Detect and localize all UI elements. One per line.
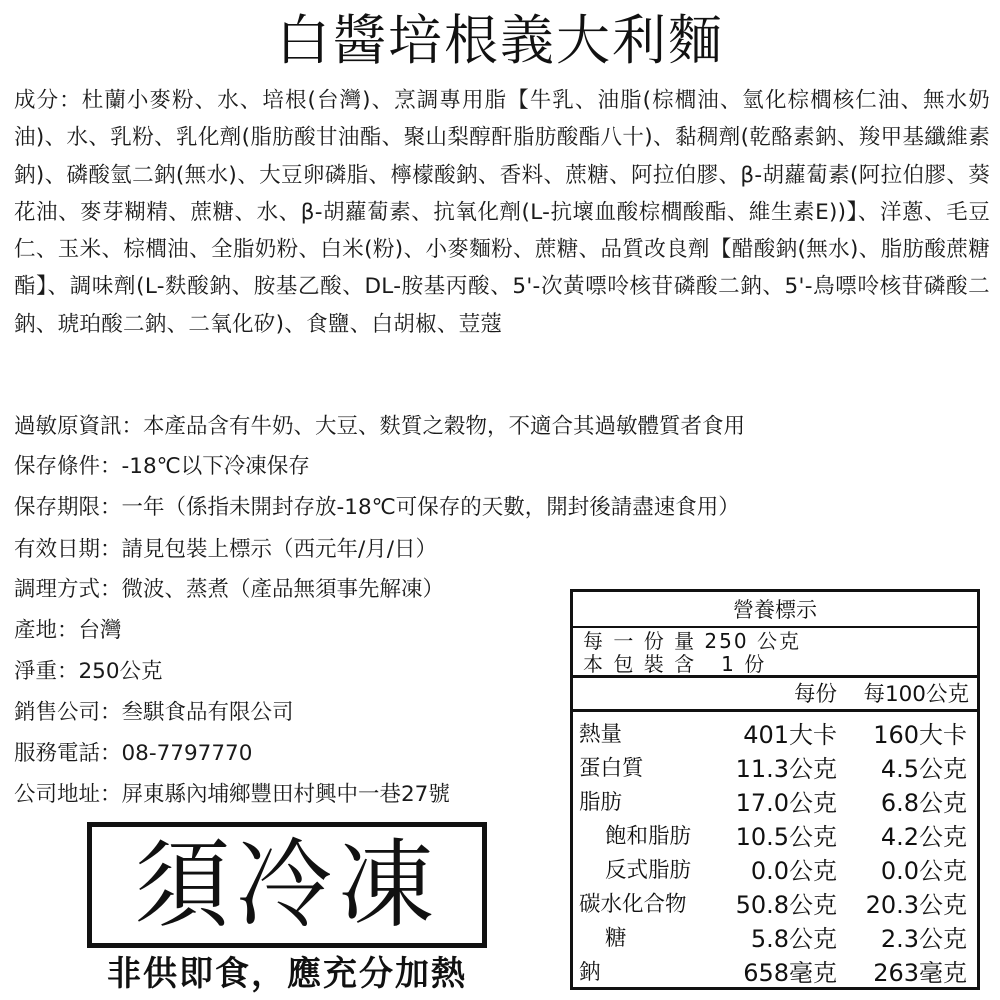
servings-per-pack: 本 包 裝 含 1 份: [583, 652, 767, 676]
service-phone: 服務電話：08-7797770: [14, 741, 253, 766]
nutrition-row-trans-fat: [573, 854, 977, 888]
seller-company: 銷售公司：叁騏食品有限公司: [14, 700, 294, 725]
per-serving-value: 10.5公克: [735, 823, 837, 851]
origin: 產地：台灣: [14, 618, 122, 643]
nutrition-column-headers: [573, 678, 977, 712]
net-weight: 淨重：250公克: [14, 659, 163, 684]
nutrient-label: 熱量: [579, 722, 623, 747]
nutrient-label: 脂肪: [579, 790, 623, 815]
nutrition-row-sodium: [573, 956, 977, 990]
per-serving-value: 401大卡: [743, 721, 837, 749]
nutrition-row-fat: [573, 786, 977, 820]
per-100g-value: 160大卡: [873, 721, 967, 749]
nutrition-row-sugar: [573, 922, 977, 956]
nutrition-row-carbohydrate: [573, 888, 977, 922]
nutrient-label: 糖: [605, 926, 627, 951]
storage-condition: 保存條件：-18℃以下冷凍保存: [14, 454, 310, 479]
expiry-date: 有效日期：請見包裝上標示（西元年/月/日）: [14, 537, 437, 562]
heating-warning: 非供即食，應充分加熱: [107, 954, 467, 994]
cooking-method: 調理方式：微波、蒸煮（產品無須事先解凍）: [14, 577, 445, 602]
per-serving-value: 17.0公克: [735, 789, 837, 817]
nutrition-row-calories: [573, 718, 977, 752]
per-serving-value: 5.8公克: [750, 925, 837, 953]
serving-size: 每 一 份 量 250 公克: [583, 629, 801, 653]
per-serving-value: 50.8公克: [735, 891, 837, 919]
nutrient-label: 碳水化合物: [579, 892, 687, 917]
nutrition-row-protein: [573, 752, 977, 786]
per-100g-value: 20.3公克: [865, 891, 967, 919]
serving-info: [573, 628, 977, 678]
nutrition-heading: 營養標示: [573, 592, 977, 628]
per-100g-value: 0.0公克: [880, 857, 967, 885]
per-100g-value: 2.3公克: [880, 925, 967, 953]
frozen-stamp-text: 須冷凍: [134, 829, 440, 941]
company-address: 公司地址：屏東縣內埔鄉豐田村興中一巷27號: [14, 782, 450, 807]
per-serving-value: 11.3公克: [735, 755, 837, 783]
nutrient-label: 飽和脂肪: [605, 824, 692, 849]
nutrient-label: 蛋白質: [579, 756, 644, 781]
per-serving-value: 658毫克: [743, 959, 837, 987]
col-per-100g: 每100公克: [863, 682, 969, 707]
frozen-stamp: [87, 822, 487, 948]
allergen-info: 過敏原資訊：本產品含有牛奶、大豆、麩質之穀物，不適合其過敏體質者食用: [14, 414, 746, 439]
nutrition-row-saturated-fat: [573, 820, 977, 854]
ingredients-text: 成分：杜蘭小麥粉、水、培根(台灣)、烹調專用脂【牛乳、油脂(棕櫚油、氫化棕櫚核仁油、無水奶油)、水、乳粉、乳化劑(脂肪酸甘油酯、聚山梨醇酐脂肪酸酯八十)、黏稠劑(乾酪素鈉、羧甲基纖維素鈉)、磷酸氫二鈉(無水)、大豆卵磷脂、檸檬酸鈉、香料、蔗糖、阿拉伯膠、β-胡蘿蔔素(阿拉伯膠、葵花油、麥芽糊精、蔗糖、水、β-胡蘿蔔素、抗氧化劑(L-抗壞血酸棕櫚酸酯、維生素E))】、洋蔥、毛豆仁、玉米、棕櫚油、全脂奶粉、白米(粉)、小麥麵粉、蔗糖、品質改良劑【醋酸鈉(無水)、脂肪酸蔗糖酯】、調味劑(L-麩酸鈉、胺基乙酸、DL-胺基丙酸、5'-次黃嘌呤核苷磷酸二鈉、5'-鳥嘌呤核苷磷酸二鈉、琥珀酸二鈉、二氧化矽)、食鹽、白胡椒、荳蔻: [14, 88, 990, 337]
col-per-serving: 每份: [793, 682, 837, 707]
product-title: 白醬培根義大利麵: [276, 9, 724, 72]
per-100g-value: 263毫克: [873, 959, 967, 987]
shelf-life: 保存期限：一年（係指未開封存放-18℃可保存的天數，開封後請盡速食用）: [14, 495, 740, 520]
nutrient-label: 反式脂肪: [605, 858, 692, 883]
per-serving-value: 0.0公克: [750, 857, 837, 885]
per-100g-value: 4.5公克: [880, 755, 967, 783]
per-100g-value: 4.2公克: [880, 823, 967, 851]
nutrition-facts-table: [570, 589, 980, 990]
nutrient-label: 鈉: [579, 960, 601, 985]
nutrition-rows: [573, 712, 977, 990]
per-100g-value: 6.8公克: [880, 789, 967, 817]
